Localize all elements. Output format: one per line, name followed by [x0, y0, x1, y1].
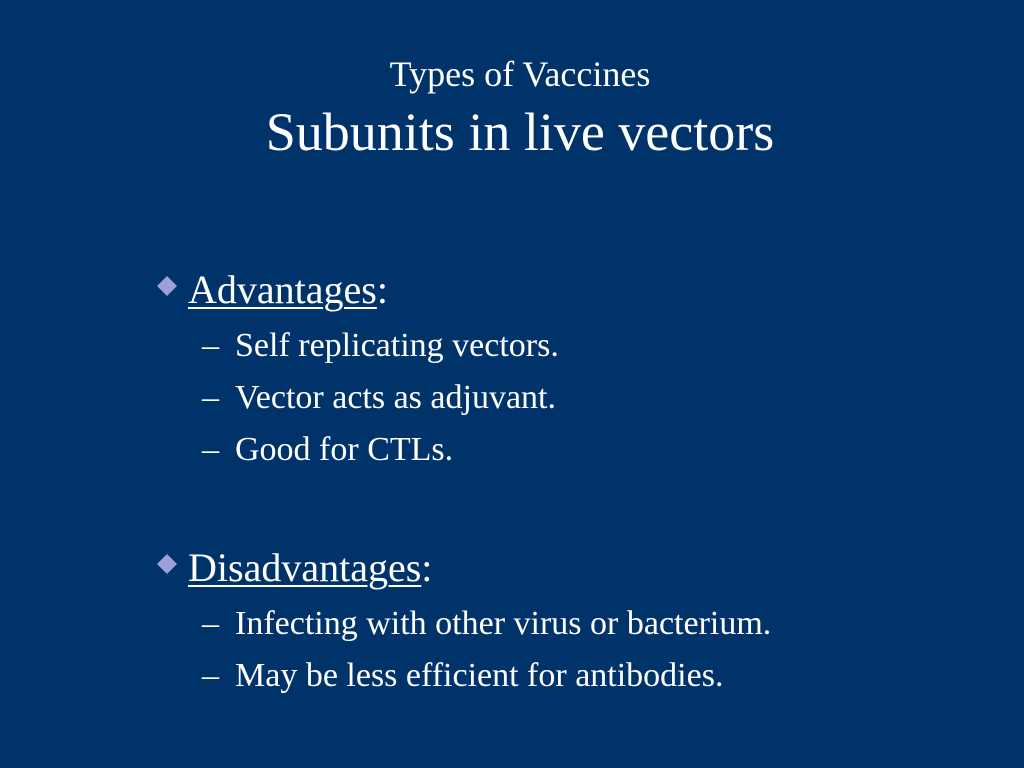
list-item: [156, 320, 559, 372]
heading-colon: :: [421, 545, 433, 590]
section-disadvantages: [156, 544, 771, 702]
section-heading-line: [156, 544, 771, 592]
slide-title: Subunits in live vectors: [265, 102, 775, 162]
dash-bullet: –: [202, 379, 219, 416]
diamond-bullet-icon: [156, 275, 178, 297]
list-item: [156, 650, 771, 702]
section-advantages: [156, 266, 559, 476]
list-item: [156, 424, 559, 476]
disadvantages-heading: Disadvantages: [188, 545, 422, 590]
dash-bullet: –: [202, 327, 219, 364]
dash-bullet: –: [202, 431, 219, 468]
heading-colon: :: [376, 267, 388, 312]
diamond-bullet-icon: [156, 553, 178, 575]
title-block: [0, 52, 1024, 164]
list-item-text: Vector acts as adjuvant.: [235, 379, 556, 416]
advantages-list: [156, 320, 559, 476]
list-item: [156, 372, 559, 424]
dash-bullet: –: [202, 657, 219, 694]
list-item-text: Self replicating vectors.: [235, 327, 559, 364]
section-heading-line: [156, 266, 559, 314]
list-item: [156, 598, 771, 650]
advantages-heading: Advantages: [188, 267, 377, 312]
list-item-text: May be less efficient for antibodies.: [235, 657, 724, 694]
slide-subtitle: Types of Vaccines: [389, 54, 651, 94]
list-item-text: Good for CTLs.: [235, 431, 454, 468]
dash-bullet: –: [202, 605, 219, 642]
disadvantages-list: [156, 598, 771, 702]
list-item-text: Infecting with other virus or bacterium.: [235, 605, 772, 642]
